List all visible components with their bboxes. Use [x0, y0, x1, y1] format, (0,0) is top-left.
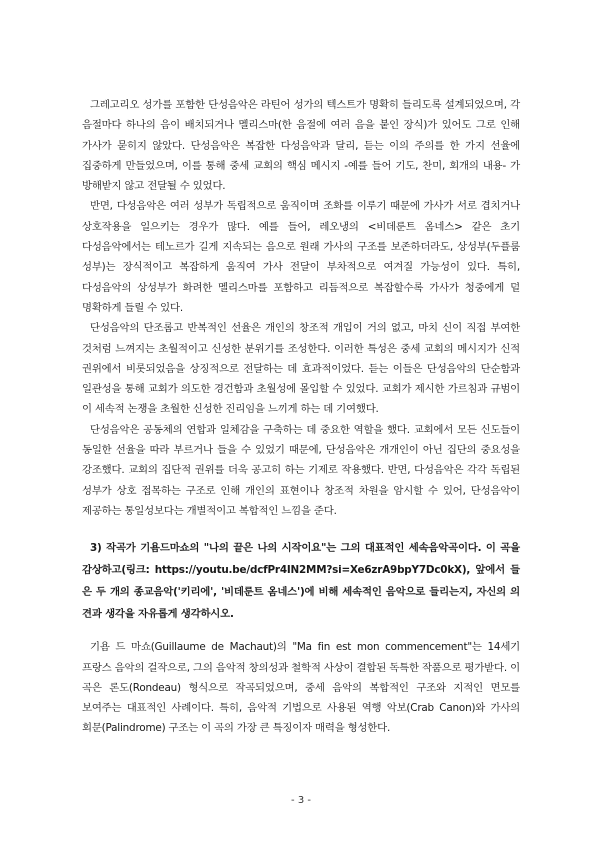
- document-body: [82, 95, 520, 749]
- page-number: - 3 -: [291, 795, 311, 806]
- paragraph-community: 단성음악은 공동체의 연합과 일체감을 구축하는 데 중요한 역할을 했다. 교회에서 모든 신도들이 동일한 선율을 따라 부르거나 들을 수 있었기 때문에, 단성음악은 개개인이 아닌 집단의 중요성을 강조했다. 교회의 집단적 권위를 더욱 공고히 하는 기제로 작용했다. 반면, 다성음악은 각각 독립된 성부가 상호 접목하는 구조로 인해 개인의 표현이나 창조적 차원을 암시할 수 있어, 단성음악이 제공하는 통일성보다는 개별적이고 복합적인 느낌을 준다.: [82, 423, 520, 517]
- paragraph-transcendence: 단성음악의 단조롭고 반복적인 선율은 개인의 창조적 개입이 거의 없고, 마치 신이 직접 부여한 것처럼 느껴지는 초월적이고 신성한 분위기를 조성한다. 이러한 특성은 중세 교회의 메시지가 신적 권위에서 비롯되었음을 상징적으로 전달하는 데 효과적이었다. 듣는 이들은 단성음악의 단순함과 일관성을 통해 교회가 의도한 경건함과 초월성에 몰입할 수 있었다. 교회가 제시한 가르침과 규범이 이 세속적 논쟁을 초월한 신성한 진리임을 느끼게 하는 데 기여했다.: [82, 322, 520, 416]
- paragraph-gregorian-chant: 그레고리오 성가를 포함한 단성음악은 라틴어 성가의 텍스트가 명확히 들리도록 설계되었으며, 각 음절마다 하나의 음이 배치되거나 멜리스마(한 음절에 여러 음을 붙인 장식)가 있어도 그로 인해 가사가 묻히지 않았다. 단성음악은 복잡한 다성음악과 달리, 듣는 이의 주의를 한 가지 선율에 집중하게 만들었으며, 이를 통해 중세 교회의 핵심 메시지 -예를 들어 기도, 찬미, 회개의 내용- 가 방해받지 않고 전달될 수 있었다.: [82, 99, 520, 193]
- question-3: 3) 작곡가 기욤드마쇼의 "나의 끝은 나의 시작이요"는 그의 대표적인 세속음악곡이다. 이 곡을 감상하고(링크: https://youtu.be/dcfPr4IN2MM?si=Xe6zrA9bpY7Dc0kX), 앞에서 들은 두 개의 종교음악('키리에', '비데룬트 옴네스')에 비해 세속적인 음악으로 들리는지, 자신의 의견과 생각을 자유롭게 생각하시오.: [82, 542, 520, 621]
- paragraph-polyphony: 반면, 다성음악은 여러 성부가 독립적으로 움직이며 조화를 이루기 때문에 가사가 서로 겹치거나 상호작용을 일으키는 경우가 많다. 예를 들어, 레오냉의 <비데룬트 옴네스> 같은 초기 다성음악에서는 테노르가 길게 지속되는 음으로 원래 가사의 구조를 보존하더라도, 상성부(두플룸 성부)는 장식적이고 복잡하게 움직여 가사 전달이 부차적으로 여겨질 가능성이 있다. 특히, 다성음악의 상성부가 화려한 멜리스마를 포함하고 리듬적으로 복잡할수록 가사가 청중에게 덜 명확하게 들릴 수 있다.: [82, 200, 520, 314]
- answer-paragraph: 기욤 드 마쇼(Guillaume de Machaut)의 "Ma fin est mon commencement"는 14세기 프랑스 음악의 걸작으로, 그의 음악적 창의성과 철학적 사상이 결합된 독특한 작품으로 평가받다. 이 곡은 론도(Rondeau) 형식으로 작곡되었으며, 중세 음악의 복합적인 구조와 지적인 면모를 보여주는 대표적인 사례이다. 특히, 음악적 기법으로 사용된 역행 악보(Crab Canon)와 가사의 회문(Palindrome) 구조는 이 곡의 가장 큰 특징이자 매력을 형성한다.: [82, 641, 520, 735]
- document-page: [82, 0, 520, 849]
